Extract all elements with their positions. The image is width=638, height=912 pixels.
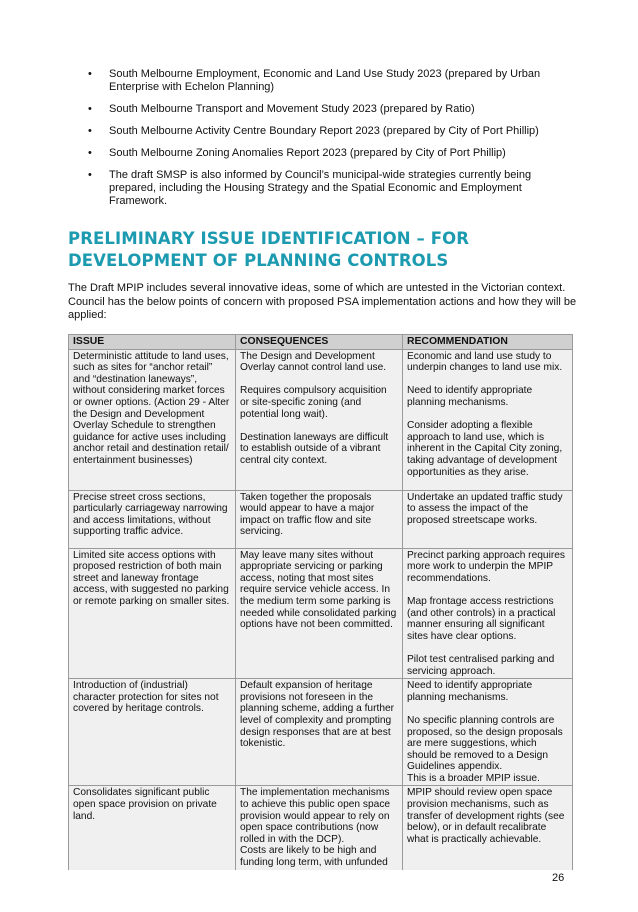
- consequences-cell: Taken together the proposals would appear to have a major impact on traffic flow and site servicing.: [236, 490, 403, 548]
- list-item: • South Melbourne Transport and Movement Study 2023 (prepared by Ratio): [88, 103, 475, 115]
- section-heading: PRELIMINARY ISSUE IDENTIFICATION – FOR DEVELOPMENT OF PLANNING CONTROLS: [68, 229, 470, 270]
- recommendation-cell: Economic and land use study to underpin changes to land use mix. Need to identify appropriate planning mechanisms. Consider adopting a flexible approach to land use, which is inherent in the Capital City zoning, taking advantage of development opportunities as they arise.: [403, 349, 573, 490]
- recommendation-cell: MPIP should review open space provision mechanisms, such as transfer of development rights (see below), or in default recalibrate what is practically achievable.: [403, 786, 573, 870]
- bullet-icon: •: [88, 68, 92, 80]
- table-row: [69, 679, 573, 786]
- consequences-cell: Default expansion of heritage provisions not foreseen in the planning scheme, adding a further level of complexity and prompting design responses that are at best tokenistic.: [236, 679, 403, 786]
- table-row: [69, 786, 573, 870]
- list-item: • South Melbourne Activity Centre Boundary Report 2023 (prepared by City of Port Phillip): [88, 125, 539, 137]
- bullet-icon: •: [88, 103, 92, 115]
- recommendation-cell: Precinct parking approach requires more work to underpin the MPIP recommendations. Map frontage access restrictions (and other controls) in a practical manner ensuring all significant sites have clear options. Pilot test centralised parking and servicing approach.: [403, 548, 573, 679]
- bullet-icon: •: [88, 125, 92, 137]
- bullet-icon: •: [88, 169, 92, 181]
- column-header-consequences: CONSEQUENCES: [236, 335, 403, 350]
- issue-cell: Introduction of (industrial) character protection for sites not covered by heritage controls.: [69, 679, 236, 786]
- intro-paragraph: The Draft MPIP includes several innovative ideas, some of which are untested in the Victorian context. Council has the below points of concern with proposed PSA implementation actions and how they will be applied:: [68, 282, 577, 321]
- issue-cell: Limited site access options with proposed restriction of both main street and laneway frontage access, with suggested no parking or remote parking on smaller sites.: [69, 548, 236, 679]
- issue-cell: Deterministic attitude to land uses, such as sites for “anchor retail” and “destination laneways”, without considering market forces or owner options. (Action 29 - Alter the Design and Development Overlay Schedule to strengthen guidance for active uses including anchor retail and destination retail/ entertainment businesses): [69, 349, 236, 490]
- issue-cell: Consolidates significant public open space provision on private land.: [69, 786, 236, 870]
- issues-table: [68, 334, 573, 870]
- bullet-icon: •: [88, 147, 92, 159]
- table-header-row: [69, 335, 573, 350]
- consequences-cell: May leave many sites without appropriate servicing or parking access, noting that most sites require service vehicle access. In the medium term some parking is needed while consolidated parking options have not been committed.: [236, 548, 403, 679]
- issue-cell: Precise street cross sections, particularly carriageway narrowing and access limitations, without supporting traffic advice.: [69, 490, 236, 548]
- list-item: • South Melbourne Employment, Economic and Land Use Study 2023 (prepared by Urban Enterprise with Echelon Planning): [88, 68, 541, 93]
- recommendation-cell: Undertake an updated traffic study to assess the impact of the proposed streetscape works.: [403, 490, 573, 548]
- consequences-cell: The Design and Development Overlay cannot control land use. Requires compulsory acquisition or site-specific zoning (and potential long wait). Destination laneways are difficult to establish outside of a vibrant central city context.: [236, 349, 403, 490]
- bullet-list: [88, 68, 558, 217]
- list-item: • South Melbourne Zoning Anomalies Report 2023 (prepared by City of Port Phillip): [88, 147, 506, 159]
- column-header-recommendation: RECOMMENDATION: [403, 335, 573, 350]
- list-item: • The draft SMSP is also informed by Council’s municipal-wide strategies currently being prepared, including the Housing Strategy and the Spatial Economic and Employment Framework.: [88, 169, 532, 207]
- table-row: [69, 349, 573, 490]
- table-row: [69, 490, 573, 548]
- table-row: [69, 548, 573, 679]
- column-header-issue: ISSUE: [69, 335, 236, 350]
- page-number: 26: [552, 872, 565, 884]
- consequences-cell: The implementation mechanisms to achieve this public open space provision would appear to rely on open space contributions (now rolled in with the DCP). Costs are likely to be high and funding long term, with unfunded: [236, 786, 403, 870]
- recommendation-cell: Need to identify appropriate planning mechanisms. No specific planning controls are proposed, so the design proposals are mere suggestions, which should be removed to a Design Guidelines appendix. This is a broader MPIP issue.: [403, 679, 573, 786]
